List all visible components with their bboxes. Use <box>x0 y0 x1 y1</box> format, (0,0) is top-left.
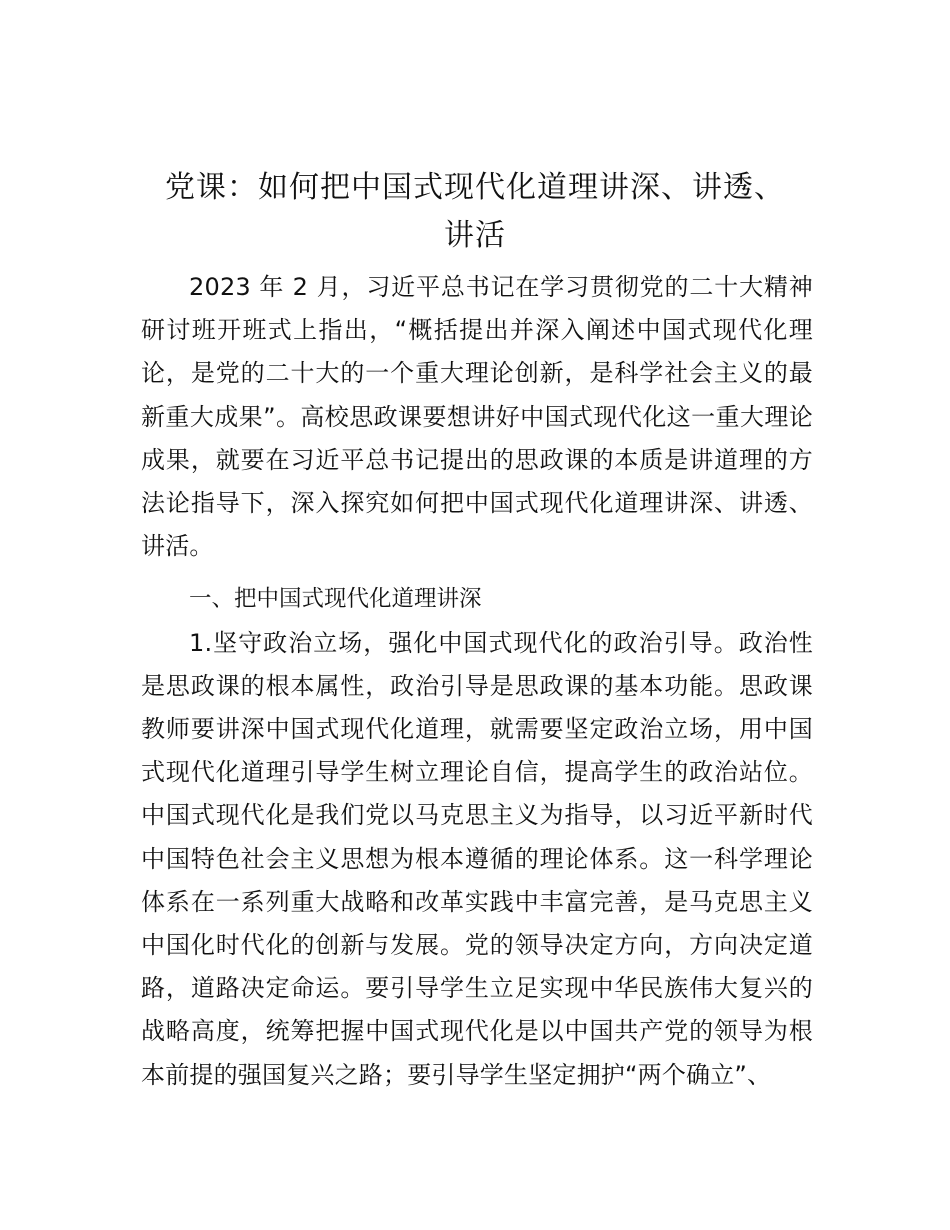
section-paragraph: 1.坚守政治立场，强化中国式现代化的政治引导。政治性是思政课的根本属性，政治引导是思政课的基本功能。思政课教师要讲深中国式现代化道理，就需要坚定政治立场，用中国式现代化道理引导学生树立理论自信，提高学生的政治站位。中国式现代化是我们党以马克思主义为指导，以习近平新时代中国特色社会主义思想为根本遵循的理论体系。这一科学理论体系在一系列重大战略和改革实践中丰富完善，是马克思主义中国化时代化的创新与发展。党的领导决定方向，方向决定道路，道路决定命运。要引导学生立足实现中华民族伟大复兴的战略高度，统筹把握中国式现代化是以中国共产党的领导为根本前提的强国复兴之路；要引导学生坚定拥护“两个确立”、 <box>141 628 813 1089</box>
title-line-2: 讲活 <box>444 218 506 253</box>
document-title <box>140 164 810 260</box>
intro-paragraph: 2023 年 2 月，习近平总书记在学习贯彻党的二十大精神研讨班开班式上指出，“概括提出并深入阐述中国式现代化理论，是党的二十大的一个重大理论创新，是科学社会主义的最新重大成果”。高校思政课要想讲好中国式现代化这一重大理论成果，就要在习近平总书记提出的思政课的本质是讲道理的方法论指导下，深入探究如何把中国式现代化道理讲深、讲透、讲活。 <box>141 273 813 561</box>
section-heading: 一、把中国式现代化道理讲深 <box>189 586 482 613</box>
document-body <box>141 266 813 1097</box>
title-line-1: 党课：如何把中国式现代化道理讲深、讲透、 <box>165 170 785 205</box>
